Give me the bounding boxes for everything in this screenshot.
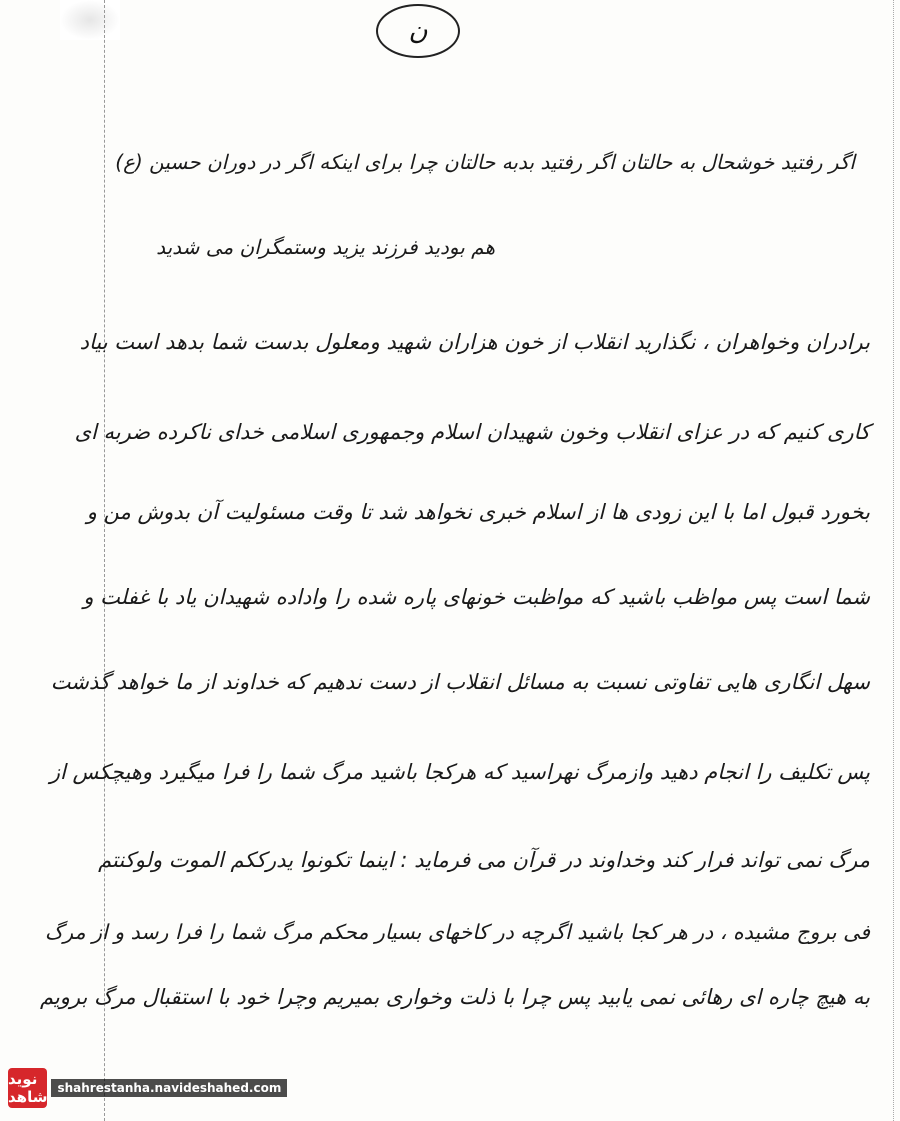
page-edge bbox=[893, 0, 894, 1121]
handwritten-line: شما است پس مواظب باشید که مواظبت خونهای پاره شده را واداده شهیدان یاد با غفلت و bbox=[83, 585, 870, 609]
page-number: ن bbox=[376, 4, 460, 58]
handwritten-line: سهل انگاری هایی تفاوتی نسبت به مسائل انقلاب از دست ندهیم که خداوند از ما خواهد گذشت bbox=[50, 670, 870, 694]
handwritten-line: فی بروج مشیده ، در هر کجا باشید اگرچه در کاخهای بسیار محکم مرگ شما را فرا رسد و از مرگ bbox=[44, 920, 870, 944]
paper-smudge bbox=[60, 0, 120, 40]
handwritten-line: برادران وخواهران ، نگذارید انقلاب از خون هزاران شهید ومعلول بدست شما بدهد است بیاد bbox=[79, 330, 870, 354]
handwritten-line: اگر رفتید خوشحال به حالتان اگر رفتید بدبه حالتان چرا برای اینکه اگر در دوران حسین (ع) bbox=[115, 150, 855, 174]
handwritten-line: هم بودید فرزند یزید وستمگران می شدید bbox=[156, 235, 495, 259]
handwritten-line: به هیچ چاره ای رهائی نمی یابید پس چرا با ذلت وخواری بمیریم وچرا خود با استقبال مرگ برویم bbox=[39, 985, 870, 1009]
handwritten-line: مرگ نمی تواند فرار کند وخداوند در قرآن می فرماید : اینما تکونوا یدرککم الموت ولوکنتم bbox=[98, 848, 870, 872]
fold-line bbox=[104, 0, 105, 1121]
handwritten-line: پس تکلیف را انجام دهید وازمرگ نهراسید که هرکجا باشید مرگ شما را فرا میگیرد وهیچکس از bbox=[49, 760, 870, 784]
handwritten-line: بخورد قبول اما با این زودی ها از اسلام خبری نخواهد شد تا وقت مسئولیت آن بدوش من و bbox=[86, 500, 870, 524]
watermark bbox=[8, 1066, 282, 1110]
watermark-url: shahrestanha.navideshahed.com bbox=[51, 1079, 287, 1097]
handwritten-line: کاری کنیم که در عزای انقلاب وخون شهیدان اسلام وجمهوری اسلامی خدای ناکرده ضربه ای bbox=[74, 420, 870, 444]
watermark-logo: نوید شاهد bbox=[8, 1070, 48, 1106]
